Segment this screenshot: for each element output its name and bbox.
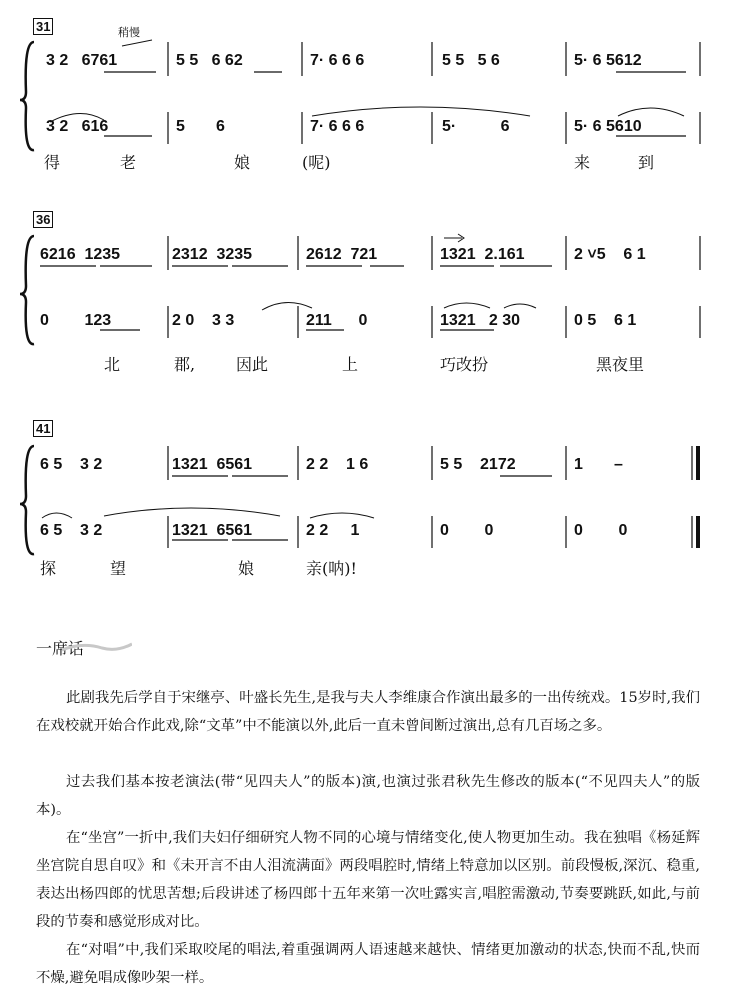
- upper-measure: 2 ˅5 6 1: [574, 246, 646, 263]
- lower-measure: 1321 6561: [172, 522, 253, 539]
- lower-measure: 5· 6 5610: [574, 118, 642, 135]
- upper-measure: 2 2 1 6: [306, 456, 369, 473]
- tempo-mark: 稍慢: [118, 26, 140, 39]
- upper-measure: 2612 721: [306, 246, 378, 263]
- paragraph: 在“坐宫”一折中,我们夫妇仔细研究人物不同的心境与情绪变化,使人物更加生动。我在独唱《杨延辉坐宫院自思自叹》和《未开言不由人泪流满面》两段唱腔时,情绪上特意加以区别。前段慢板,深沉、稳重,表达出杨四郎的忧思苦想;后段讲述了杨四郎十五年来第一次吐露实言,唱腔需激动,节奏要跳跃,如此,与前段的节奏和感觉形成对比。: [36, 830, 700, 930]
- lyric: (呢): [302, 153, 331, 172]
- paragraph: 此剧我先后学自于宋继亭、叶盛长先生,是我与夫人李维康合作演出最多的一出传统戏。15岁时,我们在戏校就开始合作此戏,除“文革”中不能演以外,此后一直未曾间断过演出,总有几百场之多。: [36, 690, 700, 734]
- paragraph: 过去我们基本按老演法(带“见四夫人”的版本)演,也演过张君秋先生修改的版本(“不见四夫人”的版本)。: [36, 774, 700, 818]
- upper-measure: 5 5 5 6: [442, 52, 500, 69]
- measure-number: 41: [33, 420, 53, 437]
- upper-measure: 1321 2.161: [440, 246, 525, 263]
- lyric: 黑夜里: [596, 355, 645, 374]
- lower-measure: 5 6: [176, 118, 225, 135]
- upper-measure: 2312 3235: [172, 246, 253, 263]
- upper-measure: 5· 6 5612: [574, 52, 642, 69]
- lyric: 娘: [234, 153, 251, 172]
- section-heading: 一席话: [36, 639, 85, 658]
- lyric: 来: [574, 153, 591, 172]
- upper-measure: 5 5 6 62: [176, 52, 243, 69]
- lower-measure: 0 0: [574, 522, 628, 539]
- lyric: 巧改扮: [440, 355, 489, 374]
- upper-measure: 5 5 2172: [440, 456, 516, 473]
- lower-measure: 0 0: [440, 522, 494, 539]
- upper-measure: 7· 6 6 6: [310, 52, 365, 69]
- lyric: 娘: [238, 559, 255, 578]
- upper-measure: 1 –: [574, 456, 623, 473]
- measure-number: 31: [33, 18, 53, 35]
- lower-measure: 0 123: [40, 312, 112, 329]
- lyric: 探: [40, 559, 57, 578]
- upper-measure: 3 2 6761: [46, 52, 118, 69]
- lower-measure: 0 5 6 1: [574, 312, 637, 329]
- lower-measure: 3 2 616: [46, 118, 109, 135]
- upper-measure: 6216 1235: [40, 246, 121, 263]
- lyric: 北: [104, 355, 121, 374]
- lyric: 得: [44, 153, 61, 172]
- lower-measure: 211 0: [306, 312, 368, 329]
- lyric: 亲(呐)!: [306, 559, 357, 578]
- lyric: 老: [120, 153, 137, 172]
- lower-measure: 2 2 1: [306, 522, 360, 539]
- heading-ornament: [62, 640, 132, 654]
- lyric: 因此: [236, 355, 269, 374]
- lyric: 到: [638, 153, 655, 172]
- lower-measure: 6 5 3 2: [40, 522, 103, 539]
- lower-measure: 2 0 3 3: [172, 312, 235, 329]
- upper-measure: 1321 6561: [172, 456, 253, 473]
- paragraph: 在“对唱”中,我们采取咬尾的唱法,着重强调两人语速越来越快、情绪更加激动的状态,快而不乱,快而不燥,避免唱成像吵架一样。: [36, 942, 700, 986]
- lower-measure: 5· 6: [442, 118, 510, 135]
- lower-measure: 1321 2 30: [440, 312, 521, 329]
- measure-number: 36: [33, 211, 53, 228]
- upper-measure: 6 5 3 2: [40, 456, 103, 473]
- lower-measure: 7· 6 6 6: [310, 118, 365, 135]
- lyric: 上: [342, 355, 359, 374]
- lyric: 郡,: [174, 355, 196, 374]
- lyric: 望: [110, 559, 127, 578]
